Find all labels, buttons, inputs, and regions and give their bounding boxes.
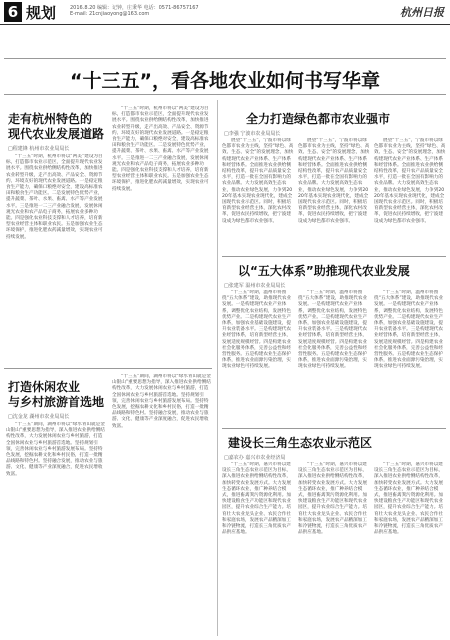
left-section-divider: [4, 368, 212, 369]
article-huzhou-title: [8, 380, 104, 410]
article-huzhou-byline: □沈金龙 湖州市农业局局长: [8, 414, 70, 420]
article-title-line: 打造休闲农业: [8, 380, 81, 394]
article-huzhou-col1: “十三五”期间，湖州市将以“绿水青山就是金山银山”重要思想为指导，深入推进农业供给侧结构性改革，大力发展休闲农业与乡村旅游，打造全国休闲农业与乡村旅游首选地。坚持规划引领，完善休闲农业与乡村旅游发展布局。坚持特色发展，挖掘农耕文化和乡村民俗，打造一批精品线路和特色村。坚持融合发展，推动农业与旅游、文化、健康等产业深度融合，促进农民增收致富。: [6, 422, 105, 477]
column-divider: [217, 100, 218, 636]
headline-bottom-rule: [4, 94, 446, 95]
article-wenzhou-col3: “十三五”时期，温州市将围绕“五大体系”建设，助推现代农业发展。一是构建现代农业产业体系，调整优化农业结构，发展特色优势产业。二是构建现代农业生产体系，加强农业基础设施建设，提升农业装备水平。三是构建现代农业经营体系，培育新型经营主体，发展适度规模经营。四是构建农业社会化服务体系，完善公益性和经营性服务。五是构建农业生态保护体系，推进农业面源污染治理，实现农业绿色可持续发展。: [374, 290, 444, 370]
article-ningbo-col3: 展望“十三五”，宁波市将以绿色都市农业为主线，坚持“绿色、高效、生态、安全”的发展理念，加快构建现代农业产业体系、生产体系和经营体系。全面推进农业供给侧结构性改革，提升农产品质量安全水平，打造一批在全国有影响力的农业品牌。大力发展高效生态农业，推动农业绿色发展，力争到2020年基本实现农业现代化，建成全国现代农业示范区。同时，积极培育新型农业经营主体，深化农村改革，促进农民持续增收，把宁波建设成为绿色都市农业强市。: [374, 138, 446, 224]
article-hangzhou-col1: “十三五”时期，杭州市将以“两美”建设为目标，打造都市农业示范区，全面提升现代农业发展水平。围绕农业供给侧结构性改革，加快推进农业转型升级，走产出高效、产品安全、资源节约、环境友好的现代农业发展道路。一是稳定粮食生产能力，确保口粮绝对安全，建设高标准农田和粮食生产功能区。二是发展特色优势产业，提升蔬菜、茶叶、水果、畜禽、水产等产业发展水平。三是推进一二三产业融合发展，发展休闲观光农业和农产品电子商务，拓展农业多种功能。四是强化农业科技支撑和人才培养，培育新型农业经营主体和职业农民。五是加强农业生态环境保护，推进化肥农药减量增效，实现农业可持续发展。: [6, 154, 103, 240]
masthead: [0, 0, 450, 24]
right-divider-1: [222, 256, 446, 257]
article-title-line: 走有杭州特色的: [8, 112, 93, 126]
article-ningbo-col2: 展望“十三五”，宁波市将以绿色都市农业为主线，坚持“绿色、高效、生态、安全”的发展理念，加快构建现代农业产业体系、生产体系和经营体系。全面推进农业供给侧结构性改革，提升农产品质量安全水平，打造一批在全国有影响力的农业品牌。大力发展高效生态农业，推动农业绿色发展，力争到2020年基本实现农业现代化，建成全国现代农业示范区。同时，积极培育新型农业经营主体，深化农村改革，促进农民持续增收，把宁波建设成为绿色都市农业强市。: [298, 138, 370, 224]
article-wenzhou-col2: “十三五”时期，温州市将围绕“五大体系”建设，助推现代农业发展。一是构建现代农业产业体系，调整优化农业结构，发展特色优势产业。二是构建现代农业生产体系，加强农业基础设施建设，提升农业装备水平。三是构建现代农业经营体系，培育新型经营主体，发展适度规模经营。四是构建农业社会化服务体系，完善公益性和经营性服务。五是构建农业生态保护体系，推进农业面源污染治理，实现农业绿色可持续发展。: [298, 290, 368, 370]
article-huzhou-col2: “十三五”期间，湖州市将以“绿水青山就是金山银山”重要思想为指导，深入推进农业供给侧结构性改革，大力发展休闲农业与乡村旅游，打造全国休闲农业与乡村旅游首选地。坚持规划引领，完善休闲农业与乡村旅游发展布局。坚持特色发展，挖掘农耕文化和乡村民俗，打造一批精品线路和特色村。坚持融合发展，推动农业与旅游、文化、健康等产业深度融合，促进农民增收致富。: [112, 374, 211, 429]
right-divider-2: [222, 428, 446, 429]
article-ningbo-byline: □李强 宁波市农业局局长: [224, 131, 281, 137]
email-info: E-mail: 21cnjiaoyong@163.com: [70, 11, 150, 17]
article-jiaxing-col1: “十三五”时期，嘉兴市将以建设长三角生态农业示范区为目标，深入推进农业供给侧结构性改革，加快转变农业发展方式。大力发展生态循环农业，推广种养结合模式，推进畜禽粪污资源化利用。加快建设粮食生产功能区和现代农业园区，提升农业综合生产能力。培育壮大农业龙头企业、农民合作社和家庭农场，发展农产品精深加工和冷链物流，打造长三角优质农产品供应基地。: [222, 462, 291, 536]
article-jiaxing-byline: □嘉农办 嘉兴市农业经济局: [224, 455, 286, 461]
article-title-line: 现代农业发展道路: [8, 127, 105, 141]
article-wenzhou-title: 以“五大体系”助推现代农业发展: [238, 264, 410, 278]
page-number: 6: [4, 2, 22, 22]
masthead-divider: [0, 24, 450, 25]
article-jiaxing-col2: “十三五”时期，嘉兴市将以建设长三角生态农业示范区为目标，深入推进农业供给侧结构性改革，加快转变农业发展方式。大力发展生态循环农业，推广种养结合模式，推进畜禽粪污资源化利用。加快建设粮食生产功能区和现代农业园区，提升农业综合生产能力。培育壮大农业龙头企业、农民合作社和家庭农场，发展农产品精深加工和冷链物流，打造长三角优质农产品供应基地。: [298, 462, 367, 536]
editor-info: 2016.8.20 编辑：记钟，庄秉华 电话：0571-86757167: [70, 5, 199, 11]
article-hangzhou-byline: □程建锋 杭州市农业局局长: [8, 146, 70, 152]
newspaper-name: 杭州日报: [400, 6, 444, 19]
article-wenzhou-col1: “十三五”时期，温州市将围绕“五大体系”建设，助推现代农业发展。一是构建现代农业产业体系，调整优化农业结构，发展特色优势产业。二是构建现代农业生产体系，加强农业基础设施建设，提升农业装备水平。三是构建现代农业经营体系，培育新型经营主体，发展适度规模经营。四是构建农业社会化服务体系，完善公益性和经营性服务。五是构建农业生态保护体系，推进农业面源污染治理，实现农业绿色可持续发展。: [222, 290, 292, 370]
article-ningbo-col1: 展望“十三五”，宁波市将以绿色都市农业为主线，坚持“绿色、高效、生态、安全”的发展理念，加快构建现代农业产业体系、生产体系和经营体系。全面推进农业供给侧结构性改革，提升农产品质量安全水平，打造一批在全国有影响力的农业品牌。大力发展高效生态农业，推动农业绿色发展，力争到2020年基本实现农业现代化，建成全国现代农业示范区。同时，积极培育新型农业经营主体，深化农村改革，促进农民持续增收，把宁波建设成为绿色都市农业强市。: [222, 138, 294, 224]
page-headline: “十三五”，看各地农业如何书写华章: [70, 70, 380, 92]
headline-top-rule: [4, 58, 446, 59]
article-ningbo-title: 全力打造绿色都市农业强市: [246, 112, 391, 126]
article-jiaxing-col3: “十三五”时期，嘉兴市将以建设长三角生态农业示范区为目标，深入推进农业供给侧结构性改革，加快转变农业发展方式。大力发展生态循环农业，推广种养结合模式，推进畜禽粪污资源化利用。加快建设粮食生产功能区和现代农业园区，提升农业综合生产能力。培育壮大农业龙头企业、农民合作社和家庭农场，发展农产品精深加工和冷链物流，打造长三角优质农产品供应基地。: [374, 462, 443, 536]
article-title-line: 与乡村旅游首选地: [8, 395, 105, 409]
article-hangzhou-title: [8, 112, 104, 142]
section-title: 规划: [26, 4, 57, 22]
article-wenzhou-byline: □张建军 温州市农业局局长: [224, 283, 286, 289]
article-hangzhou-col2: “十三五”时期，杭州市将以“两美”建设为目标，打造都市农业示范区，全面提升现代农业发展水平。围绕农业供给侧结构性改革，加快推进农业转型升级，走产出高效、产品安全、资源节约、环境友好的现代农业发展道路。一是稳定粮食生产能力，确保口粮绝对安全，建设高标准农田和粮食生产功能区。二是发展特色优势产业，提升蔬菜、茶叶、水果、畜禽、水产等产业发展水平。三是推进一二三产业融合发展，发展休闲观光农业和农产品电子商务，拓展农业多种功能。四是强化农业科技支撑和人才培养，培育新型农业经营主体和职业农民。五是加强农业生态环境保护，推进化肥农药减量增效，实现农业可持续发展。: [112, 106, 209, 192]
article-jiaxing-title: 建设长三角生态农业示范区: [228, 436, 373, 450]
